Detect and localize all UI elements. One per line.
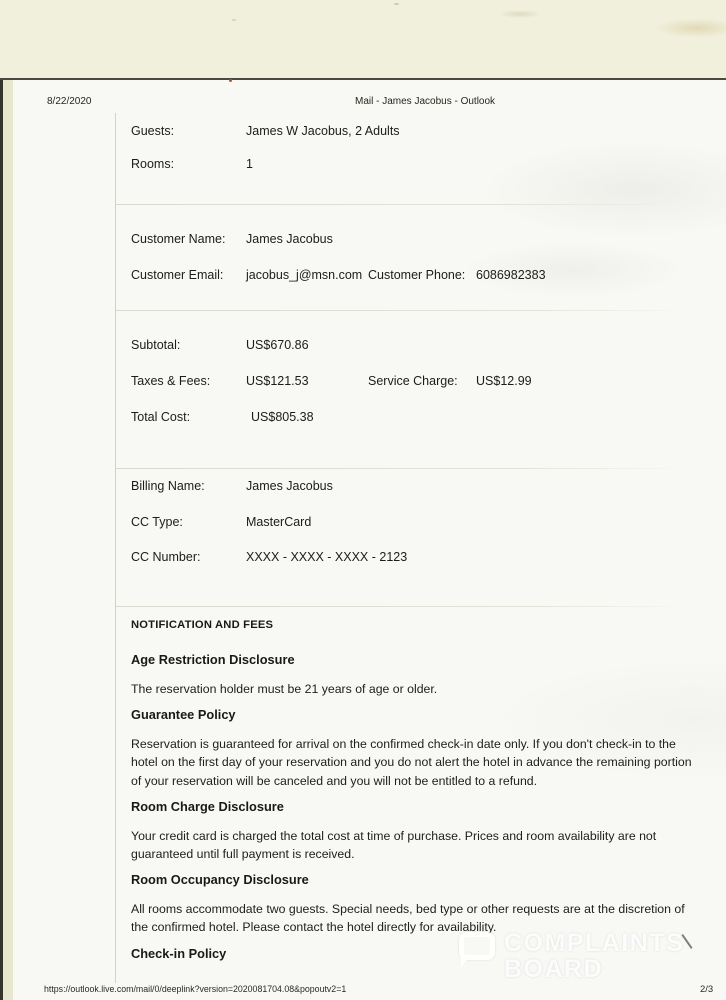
policy-body: Your credit card is charged the total cost at time of purchase. Prices and room availability are not guaranteed until full payment is received.: [131, 828, 657, 862]
field-label: Customer Phone:: [368, 268, 466, 282]
policy-body: The reservation holder must be 21 years of age or older.: [131, 682, 438, 696]
notification-and-fees-section: [131, 612, 699, 974]
field-value: US$805.38: [251, 410, 314, 424]
field-value: James Jacobus: [246, 479, 333, 493]
section-divider: [116, 468, 690, 469]
policy-heading-check-in: Check-in Policy: [131, 945, 227, 961]
field-row-guests: [0, 124, 726, 140]
scan-bed-background: [0, 0, 726, 78]
field-row-customer-email-phone: [0, 268, 726, 284]
policy-body: All rooms accommodate two guests. Special needs, bed type or other requests are at the discretion of the confirmed hotel. Please contact the hotel directly for availability.: [131, 902, 685, 935]
field-value: 6086982383: [476, 268, 546, 282]
field-label: Service Charge:: [368, 374, 458, 388]
field-row-taxes-service: [0, 374, 726, 390]
watermark-text: COMPLAINTS: [504, 929, 685, 957]
print-footer-url: https://outlook.live.com/mail/0/deeplink?version=2020081704.08&popoutv2=1: [44, 984, 347, 994]
policy-heading-age-restriction: Age Restriction Disclosure: [131, 652, 295, 667]
policy-body: Reservation is guaranteed for arrival on the confirmed check-in date only. If you don't check-in to the hotel on the first day of your reservation and you do not alert the hotel in advance the remaining portion of your reservation will be canceled and you will not be entitled to a refund.: [131, 737, 692, 788]
field-label: CC Type:: [131, 515, 183, 529]
section-divider: [116, 606, 690, 607]
print-page-number: 2/3: [700, 984, 714, 995]
field-value: US$121.53: [246, 374, 309, 388]
field-label: Guests:: [131, 124, 175, 138]
field-value: James Jacobus: [246, 232, 333, 246]
field-row-billing-name: [0, 479, 726, 495]
field-label: CC Number:: [131, 550, 201, 564]
field-row-rooms: [0, 157, 726, 173]
field-value: James W Jacobus, 2 Adults: [246, 124, 400, 138]
watermark-text: BOARD: [504, 955, 604, 983]
field-label: Rooms:: [131, 157, 175, 171]
section-divider: [116, 310, 690, 311]
scan-speck: [394, 3, 399, 5]
field-row-subtotal: [0, 338, 726, 354]
field-label: Total Cost:: [131, 410, 191, 424]
field-row-customer-name: [0, 232, 726, 248]
scan-speck: [232, 19, 236, 21]
policy-heading-guarantee: Guarantee Policy: [131, 707, 236, 723]
policy-heading-room-occupancy: Room Occupancy Disclosure: [131, 872, 309, 888]
field-row-cc-type: [0, 515, 726, 531]
print-title: Mail - James Jacobus - Outlook: [355, 96, 496, 107]
page-left-gap: [3, 80, 13, 1000]
field-label: Billing Name:: [131, 479, 205, 493]
field-value: MasterCard: [246, 515, 312, 529]
scan-speck: [229, 79, 232, 82]
field-label: Subtotal:: [131, 338, 181, 352]
field-row-total-cost: [0, 410, 726, 426]
field-label: Taxes & Fees:: [131, 374, 211, 388]
print-date: 8/22/2020: [47, 96, 92, 107]
field-value: 1: [246, 157, 253, 171]
field-value: US$670.86: [246, 338, 309, 352]
field-row-cc-number: [0, 550, 726, 566]
section-title: NOTIFICATION AND FEES: [131, 619, 274, 631]
field-value: jacobus_j@msn.com: [246, 268, 363, 282]
section-divider: [116, 204, 676, 205]
field-value: XXXX - XXXX - XXXX - 2123: [246, 550, 408, 564]
field-label: Customer Name:: [131, 232, 226, 246]
field-value: US$12.99: [476, 374, 532, 388]
policy-heading-room-charge: Room Charge Disclosure: [131, 798, 284, 814]
field-label: Customer Email:: [131, 268, 224, 282]
